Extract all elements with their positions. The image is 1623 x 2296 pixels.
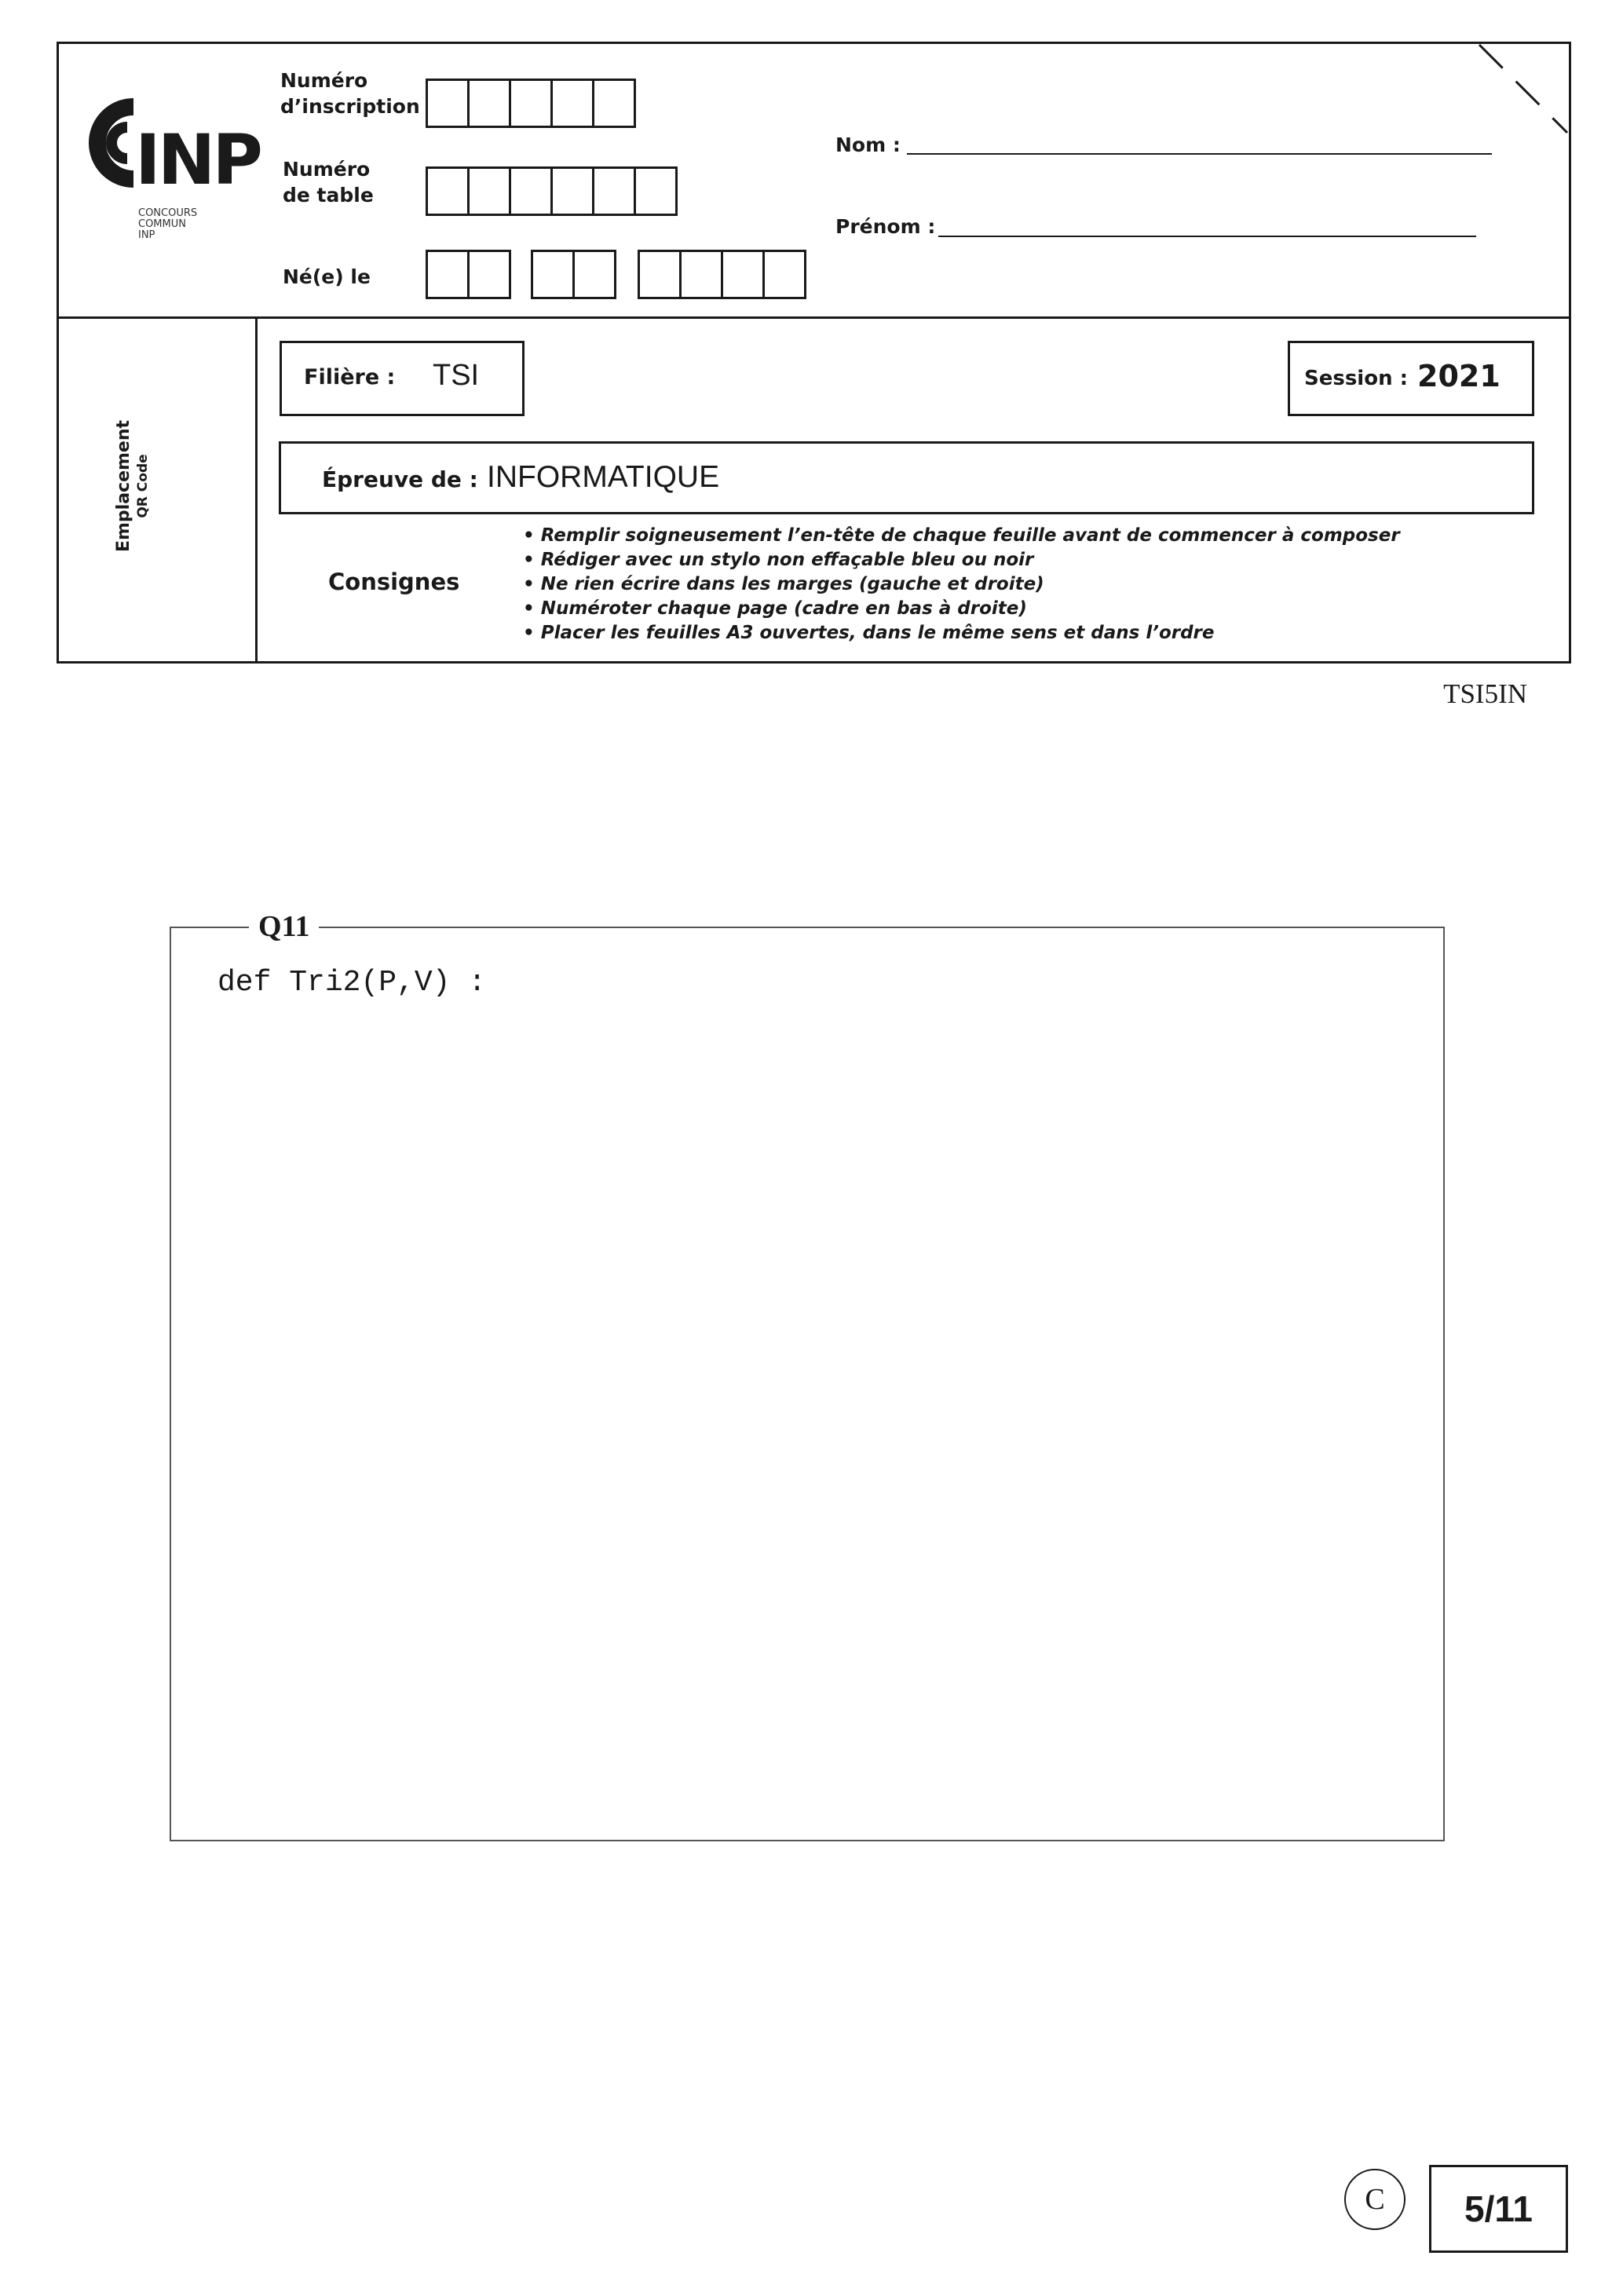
session-box xyxy=(1288,341,1534,416)
logo-subtext: CONCOURS COMMUN INP xyxy=(138,207,198,241)
page-number-box xyxy=(1429,2165,1568,2253)
digit-cell[interactable] xyxy=(592,79,636,128)
digit-cell[interactable] xyxy=(467,166,511,216)
nom-label: Nom : xyxy=(835,133,901,156)
answer-frame[interactable] xyxy=(170,927,1445,1841)
digit-cell[interactable] xyxy=(721,250,765,299)
numero-inscription-field[interactable] xyxy=(426,79,634,128)
consigne-item: • Numéroter chaque page (cadre en bas à droite) xyxy=(523,597,1400,621)
session-label: Session : xyxy=(1304,367,1409,390)
digit-cell[interactable] xyxy=(509,79,553,128)
filiere-box xyxy=(280,341,525,416)
birth-year-field[interactable] xyxy=(638,250,804,299)
digit-cell[interactable] xyxy=(531,250,575,299)
digit-cell[interactable] xyxy=(426,79,470,128)
digit-cell[interactable] xyxy=(638,250,682,299)
page-number: 5/11 xyxy=(1464,2188,1533,2229)
exam-code: TSI5IN xyxy=(1443,678,1527,709)
code-stub: def Tri2(P,V) : xyxy=(217,966,487,1000)
epreuve-value: INFORMATIQUE xyxy=(487,460,720,494)
qr-code-placeholder xyxy=(110,420,157,561)
digit-cell[interactable] xyxy=(426,166,470,216)
qr-column-divider xyxy=(255,316,258,664)
corner-fold-mark xyxy=(1476,42,1571,136)
birth-day-field[interactable] xyxy=(426,250,509,299)
filiere-value: TSI xyxy=(433,359,480,392)
copy-mark: C xyxy=(1365,2183,1385,2216)
digit-cell[interactable] xyxy=(467,79,511,128)
digit-cell[interactable] xyxy=(679,250,723,299)
header-divider xyxy=(57,316,1571,319)
consigne-item: • Rédiger avec un stylo non effaçable bleu ou noir xyxy=(523,548,1400,572)
consignes-list xyxy=(523,524,1400,645)
qr-label-line1: Emplacement xyxy=(114,419,133,553)
filiere-label: Filière : xyxy=(304,365,396,389)
session-value: 2021 xyxy=(1417,359,1501,393)
inp-logo xyxy=(79,96,263,245)
digit-cell[interactable] xyxy=(550,166,594,216)
digit-cell[interactable] xyxy=(762,250,806,299)
consigne-item: • Ne rien écrire dans les marges (gauche et droite) xyxy=(523,572,1400,597)
logo-text: INP xyxy=(135,119,260,200)
prenom-field[interactable] xyxy=(938,236,1476,237)
digit-cell[interactable] xyxy=(592,166,636,216)
digit-cell[interactable] xyxy=(572,250,616,299)
epreuve-box xyxy=(279,441,1534,514)
qr-label-line2: QR Code xyxy=(135,454,151,518)
numero-table-label: Numéro de table xyxy=(283,158,374,207)
consigne-item: • Placer les feuilles A3 ouvertes, dans le même sens et dans l’ordre xyxy=(523,621,1400,645)
digit-cell[interactable] xyxy=(634,166,678,216)
epreuve-label: Épreuve de : xyxy=(322,466,478,492)
question-label: Q11 xyxy=(249,908,319,945)
digit-cell[interactable] xyxy=(550,79,594,128)
prenom-label: Prénom : xyxy=(835,215,936,238)
numero-inscription-label: Numéro d’inscription xyxy=(280,69,420,118)
copy-mark-circle xyxy=(1344,2169,1406,2230)
digit-cell[interactable] xyxy=(509,166,553,216)
numero-table-field[interactable] xyxy=(426,166,675,216)
nom-field[interactable] xyxy=(907,153,1492,155)
consigne-item: • Remplir soigneusement l’en-tête de chaque feuille avant de commencer à composer xyxy=(523,524,1400,548)
digit-cell[interactable] xyxy=(467,250,511,299)
birth-date-label: Né(e) le xyxy=(283,265,371,288)
consignes-label: Consignes xyxy=(328,569,460,595)
birth-month-field[interactable] xyxy=(531,250,614,299)
digit-cell[interactable] xyxy=(426,250,470,299)
